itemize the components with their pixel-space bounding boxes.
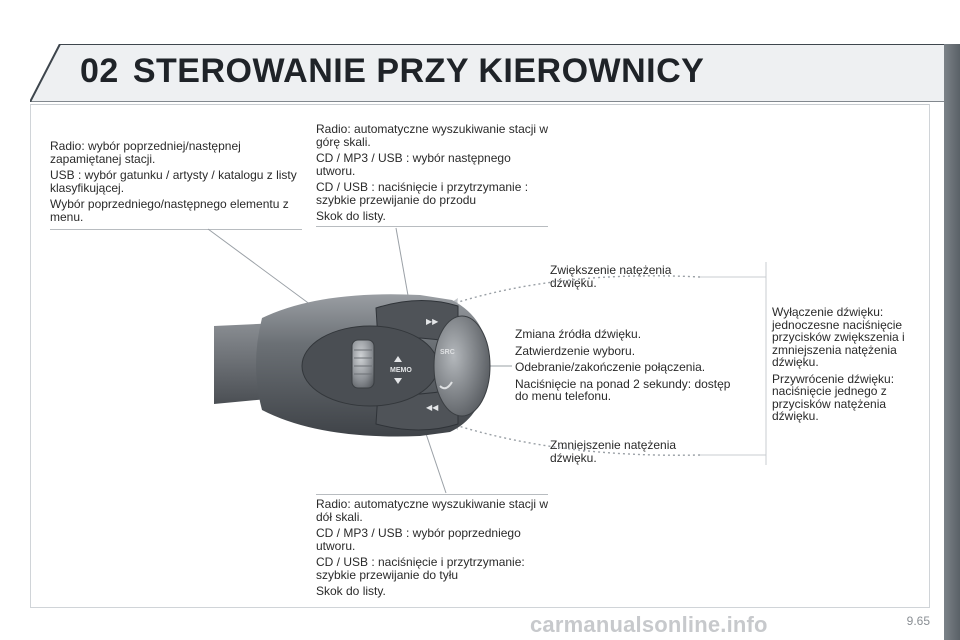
callout-text: Radio: wybór poprzedniej/następnej zapamiętanej stacji. bbox=[50, 139, 241, 166]
thumbwheel[interactable] bbox=[352, 340, 374, 388]
page-number: 9.65 bbox=[906, 614, 930, 628]
callout-text: Zmniejszenie natężenia dźwięku. bbox=[550, 438, 677, 465]
callout-text: Naciśnięcie na ponad 2 sekundy: dostęp do menu telefonu. bbox=[515, 376, 731, 403]
callout-text: Przywrócenie dźwięku: naciśnięcie jednego z przycisków natężenia dźwięku. bbox=[772, 371, 895, 423]
callout-text: Wybór poprzedniego/następnego elementu z menu. bbox=[50, 197, 289, 224]
next-icon: ▶▶ bbox=[426, 317, 439, 326]
callout-text: Radio: automatyczne wyszukiwanie stacji w górę skali. bbox=[316, 122, 549, 149]
callout-text: Skok do listy. bbox=[316, 209, 386, 223]
callout-text: Zwiększenie natężenia dźwięku. bbox=[550, 263, 672, 290]
callout-text: Radio: automatyczne wyszukiwanie stacji w dół skali. bbox=[316, 497, 549, 524]
chapter-title: STEROWANIE PRZY KIEROWNICY bbox=[132, 52, 705, 90]
end-cap-button[interactable] bbox=[434, 316, 490, 416]
callout-text: Wyłączenie dźwięku: jednoczesne naciśnięcie przycisków zwiększenia i zmniejszenia natężenia dźwięku. bbox=[772, 305, 905, 369]
volume-down-arrow bbox=[452, 424, 700, 455]
watermark: carmanualsonline.info bbox=[530, 612, 768, 637]
callout-text: Skok do listy. bbox=[316, 584, 386, 598]
prev-icon: ◀◀ bbox=[426, 403, 439, 412]
callout-text: CD / USB : naciśnięcie i przytrzymanie : szybkie przewijanie do przodu bbox=[316, 180, 529, 207]
memo-label: MEMO bbox=[390, 367, 412, 374]
chapter-number: 02 bbox=[80, 52, 119, 90]
callout-text: Zmiana źródła dźwięku. bbox=[515, 327, 642, 341]
callout-text: USB : wybór gatunku / artysty / katalogu z listy klasyfikującej. bbox=[50, 168, 297, 195]
callout-text: CD / USB : naciśnięcie i przytrzymanie: szybkie przewijanie do tyłu bbox=[316, 555, 525, 582]
callout-text: CD / MP3 / USB : wybór następnego utworu. bbox=[316, 151, 511, 178]
src-label: SRC bbox=[440, 349, 455, 356]
callout-text: CD / MP3 / USB : wybór poprzedniego utworu. bbox=[316, 526, 521, 553]
callout-text: Odebranie/zakończenie połączenia. bbox=[515, 360, 706, 374]
callout-text: Zatwierdzenie wyboru. bbox=[515, 343, 636, 358]
volume-up-arrow bbox=[452, 276, 700, 304]
